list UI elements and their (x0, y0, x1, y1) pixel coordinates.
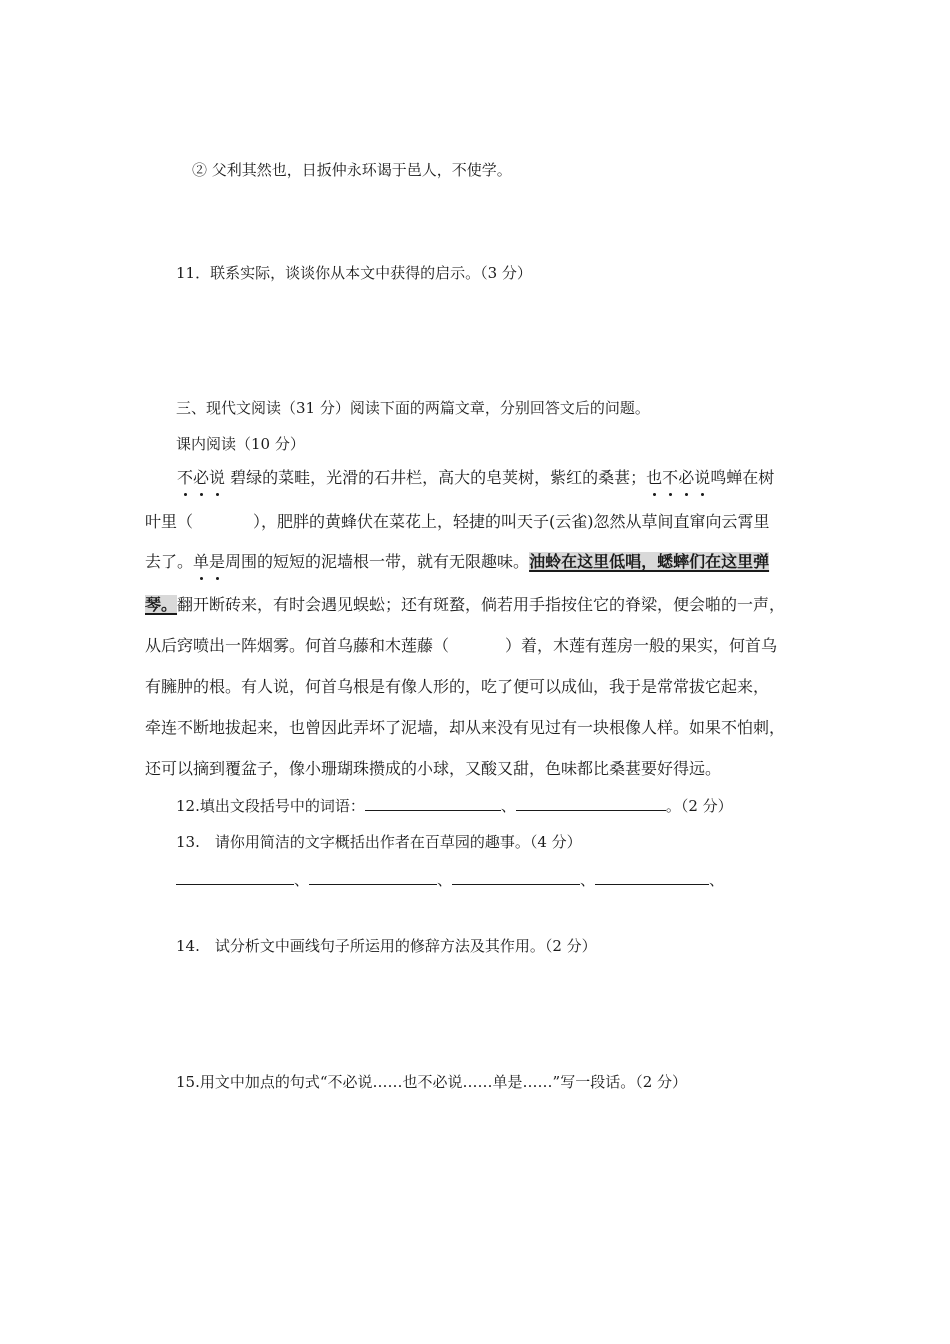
passage-line-7: 牵连不断地拔起来，也曾因此弄坏了泥墙，却从来没有见过有一块根像人样。如果不怕刺， (145, 718, 786, 737)
answer-line[interactable] (595, 870, 709, 885)
question-11: 11．联系实际，谈谈你从本文中获得的启示。（3 分） (176, 264, 532, 282)
underlined-sentence: 油蛉在这里低唱，蟋蟀们在这里弹 (529, 552, 770, 571)
answer-line[interactable] (309, 870, 437, 885)
passage-line-8: 还可以摘到覆盆子，像小珊瑚珠攒成的小球，又酸又甜，色味都比桑葚要好得远。 (145, 759, 722, 778)
passage-line-2: 叶里（ ），肥胖的黄蜂伏在菜花上，轻捷的叫天子(云雀)忽然从草间直窜向云霄里 (145, 512, 770, 531)
emph-text: 不必说 (177, 468, 226, 487)
passage-line-intro: ② 父利其然也，日扳仲永环谒于邑人，不使学。 (192, 161, 512, 179)
underlined-sentence-end: 琴。 (145, 595, 178, 614)
passage-line-1: 不必说 碧绿的菜畦，光滑的石井栏，高大的皂荚树，紫红的桑葚；也不必说鸣蝉在树 (177, 468, 775, 487)
passage-line-5: 从后窍喷出一阵烟雾。何首乌藤和木莲藤（ ）着，木莲有莲房一般的果实，何首乌 (145, 636, 778, 655)
question-13-answers: 、 、 、 、 (176, 870, 724, 890)
passage-line-3: 去了。单是周围的短短的泥墙根一带，就有无限趣味。油蛉在这里低唱，蟋蟀们在这里弹 (145, 552, 770, 571)
answer-line[interactable] (365, 796, 501, 811)
section-3-heading: 三、现代文阅读（31 分）阅读下面的两篇文章，分别回答文后的问题。 (176, 399, 650, 417)
passage-line-4: 琴。翻开断砖来，有时会遇见蜈蚣；还有斑蝥，倘若用手指按住它的脊梁，便会啪的一声， (145, 595, 786, 614)
question-14: 14. 试分析文中画线句子所运用的修辞方法及其作用。（2 分） (176, 937, 597, 955)
question-15: 15.用文中加点的句式“不必说……也不必说……单是……”写一段话。（2 分） (176, 1073, 688, 1091)
answer-line[interactable] (452, 870, 580, 885)
question-12: 12.填出文段括号中的词语： 、 。（2 分） (176, 797, 733, 815)
emph-text: 也不必说 (646, 468, 711, 487)
passage-line-6: 有臃肿的根。有人说，何首乌根是有像人形的，吃了便可以成仙，我于是常常拔它起来， (145, 677, 770, 696)
answer-line[interactable] (176, 870, 294, 885)
emph-text: 单是 (193, 552, 226, 571)
subsection-heading: 课内阅读（10 分） (176, 435, 305, 453)
answer-line[interactable] (516, 796, 666, 811)
question-13: 13. 请你用简洁的文字概括出作者在百草园的趣事。（4 分） (176, 833, 582, 851)
